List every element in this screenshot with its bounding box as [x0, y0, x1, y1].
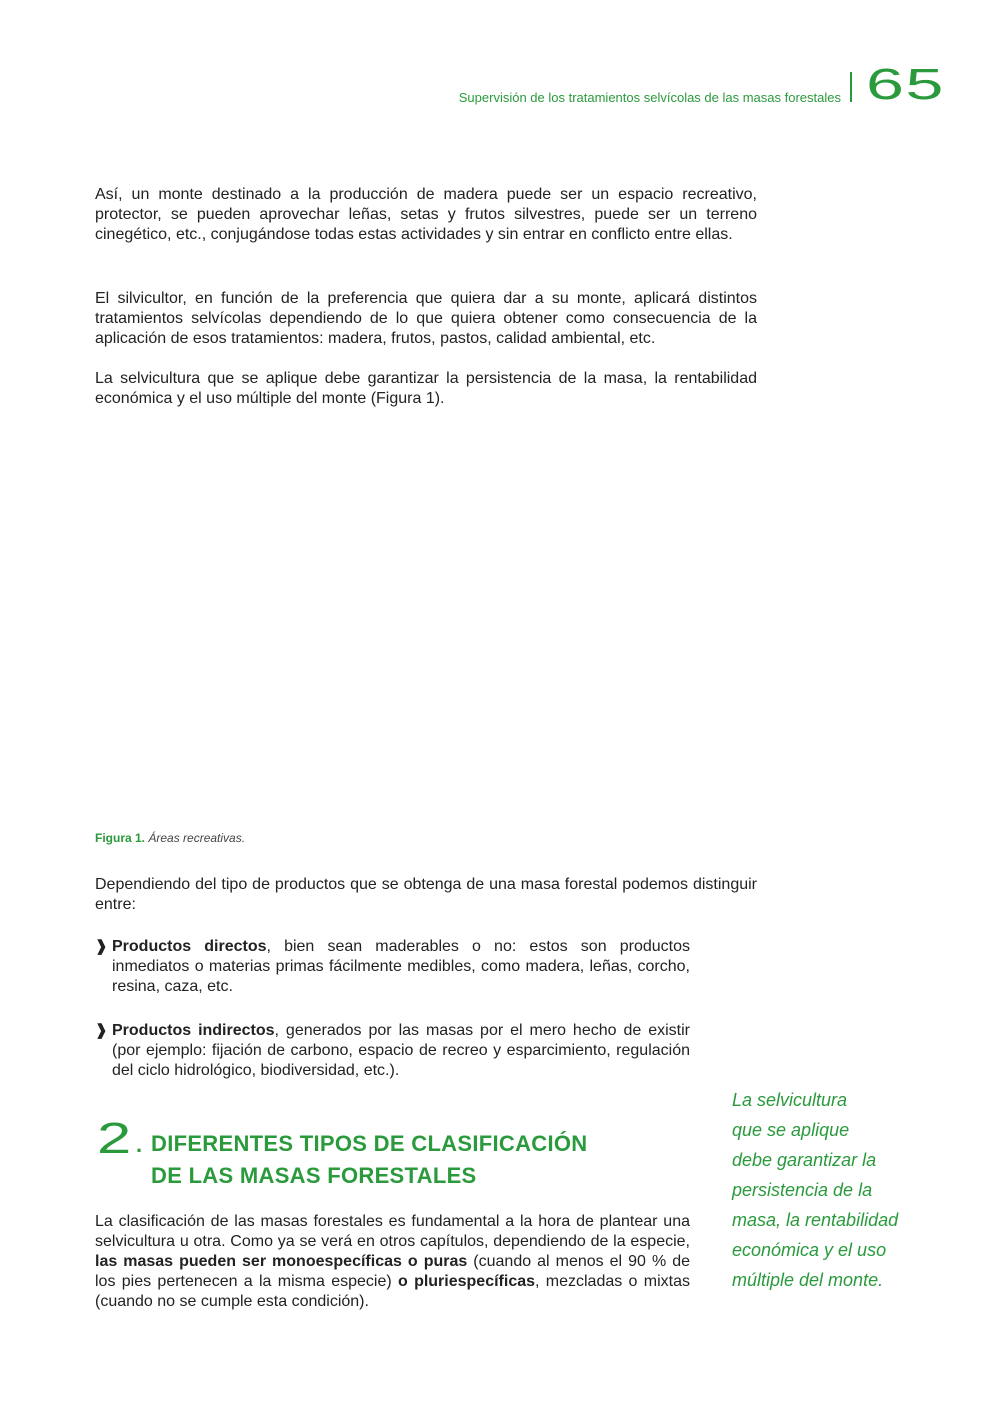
paragraph-2: El silvicultor, en función de la preferencia que quiera dar a su monte, aplicará distintos tratamientos selvícolas dependiendo de lo que quiera obtener como consecuencia de la aplicación de esos tratamientos: madera, frutos, pastos, calidad ambiental, etc.: [95, 290, 757, 347]
figure-caption: [95, 831, 245, 845]
section-paragraph-bold: o pluriespecíficas: [397, 1273, 536, 1290]
figure-caption-text: Áreas recreativas.: [148, 831, 246, 845]
section-paragraph-text: (cuando al menos el 90 % de los pies pertenecen a la misma especie): [95, 1253, 690, 1290]
section-paragraph-text: La clasificación de las masas forestales es fundamental a la hora de plantear una selvicultura u otra. Como ya se verá en otros capítulos, dependiendo de la especie,: [95, 1213, 690, 1250]
list-item-text: , bien sean maderables o no: estos son productos inmediatos o materias primas fácilmente medibles, como madera, leñas, corcho, resina, caza, etc.: [112, 938, 690, 995]
pull-quote-line: que se aplique: [732, 1120, 850, 1140]
section-number-dot: .: [136, 1132, 143, 1157]
list-item-bold: Productos indirectos: [112, 1022, 275, 1039]
list-item-text: , generados por las masas por el mero hecho de existir (por ejemplo: fijación de carbono, espacio de recreo y esparcimiento, regulación del ciclo hidrológico, biodiversidad, etc.).: [112, 1022, 690, 1079]
bullet-marker-icon: ❱: [95, 1022, 108, 1039]
pull-quote-line: masa, la rentabilidad: [732, 1210, 899, 1230]
figure-image-area: [95, 425, 757, 820]
section-paragraph: [95, 1212, 690, 1312]
pull-quote-line: persistencia de la: [732, 1180, 873, 1200]
figure-label: Figura 1.: [95, 831, 146, 845]
paragraph-4: Dependiendo del tipo de productos que se obtenga de una masa forestal podemos distinguir entre:: [95, 876, 757, 913]
pull-quote-line: económica y el uso: [732, 1240, 887, 1260]
section-title-line-2: DE LAS MASAS FORESTALES: [151, 1163, 477, 1188]
pull-quote-line: múltiple del monte.: [732, 1270, 884, 1290]
pull-quote-line: debe garantizar la: [732, 1150, 877, 1170]
page-number: 65: [866, 60, 945, 109]
running-header: Supervisión de los tratamientos selvícolas de las masas forestales: [458, 90, 841, 105]
list-item-bold: Productos directos: [112, 938, 267, 955]
section-title-line-1: DIFERENTES TIPOS DE CLASIFICACIÓN: [151, 1131, 588, 1156]
pull-quote-line: La selvicultura: [732, 1090, 848, 1110]
paragraph-3: La selvicultura que se aplique debe garantizar la persistencia de la masa, la rentabilidad económica y el uso múltiple del monte (Figura 1).: [95, 370, 757, 407]
list-item: [95, 1021, 690, 1081]
bullet-marker-icon: ❱: [95, 938, 108, 955]
pull-quote: [732, 1085, 922, 1295]
section-paragraph-bold: las masas pueden ser monoespecíficas o puras: [95, 1253, 468, 1270]
header-divider: [850, 72, 852, 102]
section-number: 2: [97, 1114, 132, 1163]
section-paragraph-text: , mezcladas o mixtas (cuando no se cumple esta condición).: [95, 1273, 690, 1310]
paragraph-1: Así, un monte destinado a la producción de madera puede ser un espacio recreativo, protector, se pueden aprovechar leñas, setas y frutos silvestres, puede ser un terreno cinegético, etc., conjugándose todas estas actividades y sin entrar en conflicto entre ellas.: [95, 186, 757, 243]
list-item: [95, 937, 690, 997]
